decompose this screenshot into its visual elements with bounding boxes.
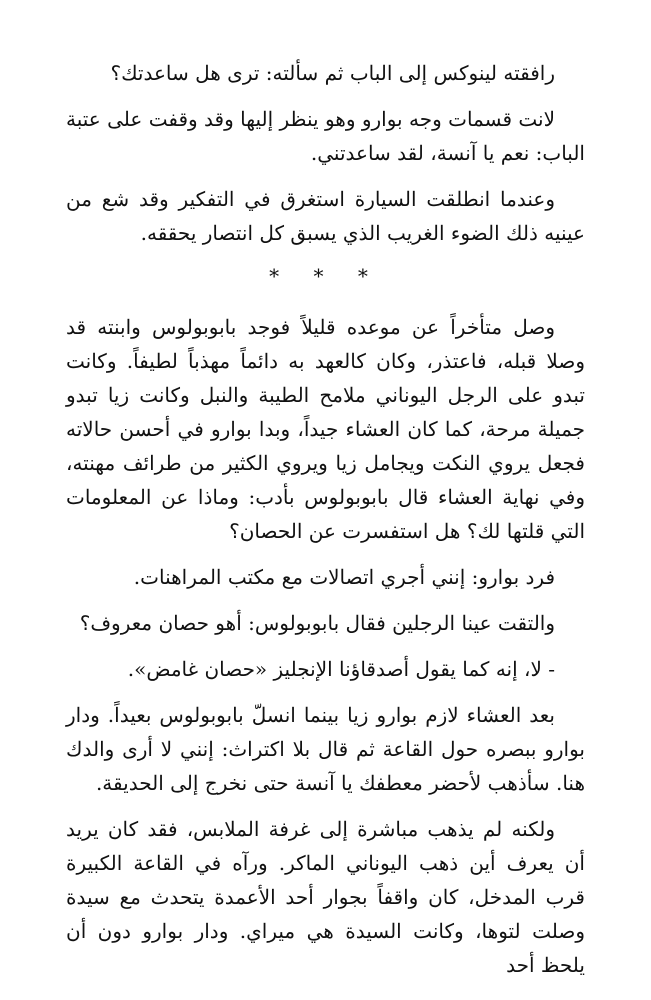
- paragraph-text: رافقته لينوكس إلى الباب ثم سألته: ترى هل ساعدتك؟: [110, 61, 555, 85]
- paragraph-text: والتقت عينا الرجلين فقال بابوبولوس: أهو حصان معروف؟: [79, 611, 555, 635]
- paragraph: [66, 606, 585, 640]
- paragraph-text: لانت قسمات وجه بوارو وهو ينظر إليها وقد وقفت على عتبة الباب: نعم يا آنسة، لقد ساعدتني.: [66, 107, 585, 165]
- paragraph-text: فرد بوارو: إنني أجري اتصالات مع مكتب المراهنات.: [133, 565, 555, 589]
- paragraph: [66, 102, 585, 170]
- paragraph: [66, 560, 585, 594]
- paragraph: [66, 812, 585, 982]
- paragraph-text: - لا، إنه كما يقول أصدقاؤنا الإنجليز «حصان غامض».: [127, 657, 555, 681]
- paragraph: [66, 56, 585, 90]
- paragraph: [66, 698, 585, 800]
- paragraph-text: ولكنه لم يذهب مباشرة إلى غرفة الملابس، فقد كان يريد أن يعرف أين ذهب اليوناني الماكر. ورآه في القاعة الكبيرة قرب المدخل، كان واقفاً بجوار أحد الأعمدة يتحدث مع سيدة وصلت لتوها، وكانت السيدة هي ميراي. ودار بوارو دون أن يلحظ أحد: [66, 817, 585, 977]
- section-separator: * * *: [269, 264, 382, 288]
- paragraph-text: وصل متأخراً عن موعده قليلاً فوجد بابوبولوس وابنته قد وصلا قبله، فاعتذر، وكان كالعهد به دائماً مهذباً لطيفاً. وكانت تبدو على الرجل اليوناني ملامح الطيبة والنبل وكانت زيا تبدو جميلة مرحة، كما كان العشاء جيداً، وبدا بوارو في أحسن حالاته فجعل يروي النكت ويجامل زيا ويروي الكثير من طرائف مهنته، وفي نهاية العشاء قال بابوبولوس بأدب: وماذا عن المعلومات التي قلتها لك؟ هل استفسرت عن الحصان؟: [66, 315, 585, 543]
- paragraph: [66, 182, 585, 250]
- paragraph: [66, 652, 585, 686]
- paragraph-text: وعندما انطلقت السيارة استغرق في التفكير وقد شع من عينيه ذلك الضوء الغريب الذي يسبق كل انتصار يحققه.: [66, 187, 585, 245]
- paragraph-text: بعد العشاء لازم بوارو زيا بينما انسلّ بابوبولوس بعيداً. ودار بوارو ببصره حول القاعة ثم قال بلا اكتراث: إنني لا أرى والدك هنا. سأذهب لأحضر معطفك يا آنسة حتى نخرج إلى الحديقة.: [66, 703, 585, 795]
- paragraph: [66, 310, 585, 548]
